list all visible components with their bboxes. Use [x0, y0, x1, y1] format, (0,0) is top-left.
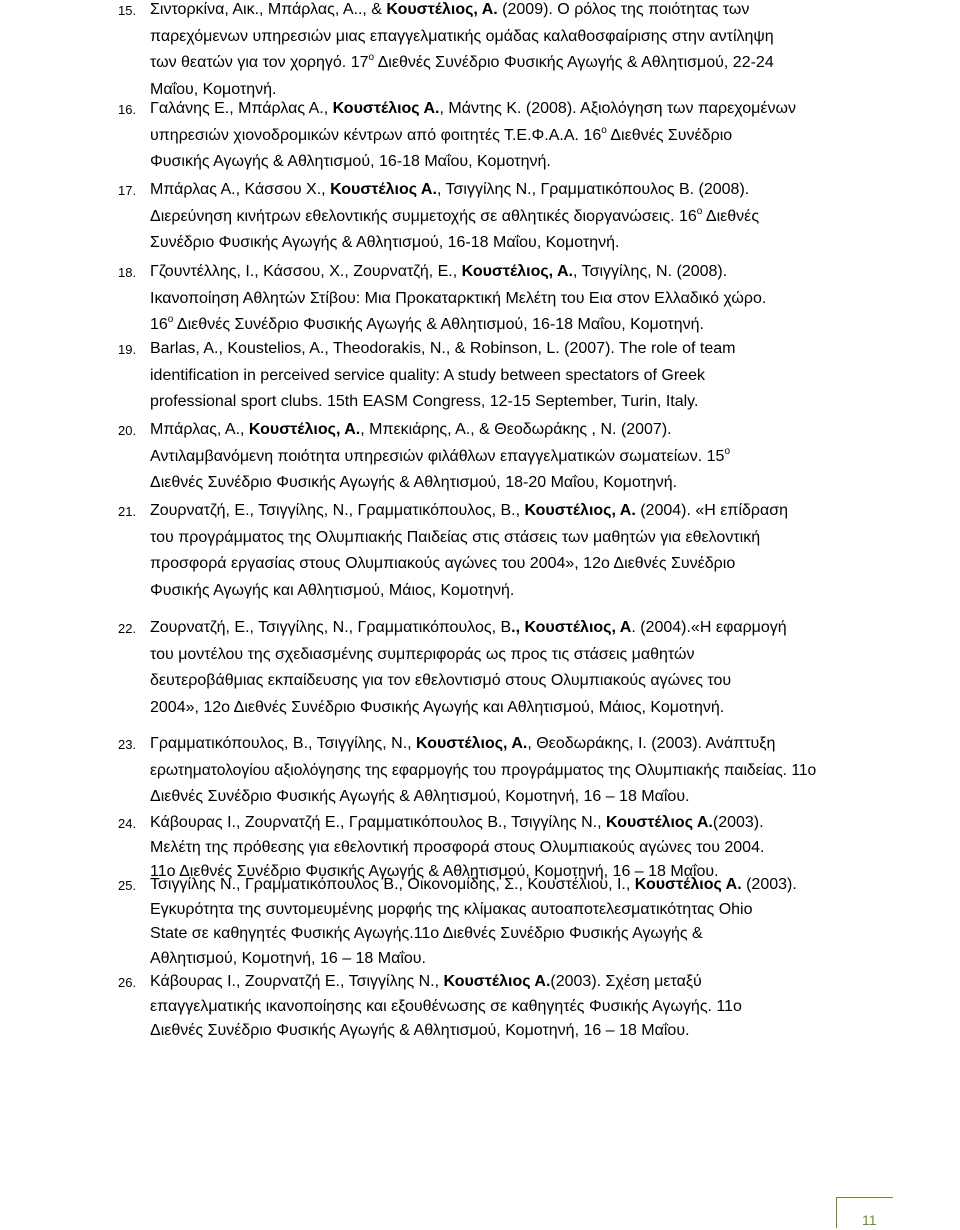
- reference-text: Barlas, A., Koustelios, A., Theodorakis, N., & Robinson, L. (2007). The role of team: [150, 340, 736, 357]
- reference-line: [150, 445, 730, 465]
- reference-line: [150, 620, 787, 636]
- author-bold: Κουστέλιος, Α.: [524, 502, 636, 519]
- ordinal-superscript: ο: [724, 445, 730, 457]
- reference-line: [150, 840, 764, 856]
- reference-text: Ζουρνατζή, Ε., Τσιγγίλης, Ν., Γραμματικόπουλος, Β: [150, 619, 512, 636]
- reference-line: [150, 154, 551, 170]
- reference-text: Αθλητισμού, Κομοτηνή, 16 – 18 Μαΐου.: [150, 949, 426, 967]
- reference-line: [150, 29, 774, 45]
- reference-text: , Μάντης Κ. (2008). Αξιολόγηση των παρεχομένων: [439, 100, 796, 117]
- reference-text: Διεθνές: [702, 207, 760, 225]
- author-bold: Κουστέλιος, Α.: [416, 735, 528, 752]
- reference-text: ερωτηματολογίου αξιολόγησης της εφαρμογής του προγράμματος της Ολυμπιακής παιδείας. 11ο: [150, 761, 817, 779]
- reference-line: [150, 341, 736, 357]
- reference-number: 20.: [118, 423, 137, 438]
- reference-text: δευτεροβάθμιας εκπαίδευσης για τον εθελοντισμό στους Ολυμπιακούς αγώνες του: [150, 672, 732, 689]
- reference-text: των θεατών για τον χορηγό. 17: [150, 54, 369, 71]
- reference-line: [150, 503, 788, 519]
- author-bold: Κουστέλιος Α.: [606, 814, 713, 831]
- reference-text: identification in perceived service quality: A study between spectators of Greek: [150, 366, 705, 384]
- reference-text: Διεθνές Συνέδριο Φυσικής Αγωγής & Αθλητισμού, 16-18 Μαΐου, Κομοτηνή.: [173, 316, 704, 333]
- reference-line: [150, 926, 703, 942]
- reference-number: 17.: [118, 183, 137, 198]
- reference-line: [150, 736, 775, 752]
- reference-text: Διερεύνηση κινήτρων εθελοντικής συμμετοχής σε αθλητικές διοργανώσεις. 16: [150, 207, 697, 225]
- reference-text: Διεθνές Συνέδριο Φυσικής Αγωγής & Αθλητισμού, Κομοτηνή, 16 – 18 Μαΐου.: [150, 1022, 690, 1039]
- reference-line: [150, 264, 727, 280]
- reference-text: (2003).: [741, 876, 797, 893]
- reference-text: (2004). «Η επίδραση: [635, 502, 789, 519]
- reference-line: [150, 1023, 690, 1039]
- reference-text: Μπάρλας Α., Κάσσου Χ.,: [150, 181, 331, 198]
- reference-line: [150, 974, 702, 990]
- reference-text: . (2004).«Η εφαρμογή: [631, 619, 787, 636]
- reference-text: Τσιγγίλης Ν., Γραμματικόπουλος Β., Οικονομίδης, Σ., Κουστέλιου, Ι.,: [150, 876, 635, 893]
- reference-number: 25.: [118, 878, 137, 893]
- reference-number: 22.: [118, 621, 137, 636]
- reference-text: (2003).: [712, 814, 764, 831]
- reference-line: [150, 673, 731, 689]
- reference-line: [150, 124, 733, 144]
- reference-text: Διεθνές Συνέδριο Φυσικής Αγωγής & Αθλητισμού, Κομοτηνή, 16 – 18 Μαΐου.: [150, 788, 690, 805]
- reference-text: , Τσιγγίλης Ν., Γραμματικόπουλος Β. (2008).: [436, 181, 750, 198]
- reference-line: [150, 999, 742, 1015]
- reference-text: επαγγελματικής ικανοποίησης και εξουθένωσης σε καθηγητές Φυσικής Αγωγής. 11ο: [150, 997, 742, 1015]
- reference-text: του προγράμματος της Ολυμπιακής Παιδείας στις στάσεις των μαθητών για εθελοντική: [150, 528, 761, 546]
- reference-line: [150, 82, 277, 98]
- reference-text: , Τσιγγίλης, Ν. (2008).: [572, 263, 728, 280]
- author-bold: Κουστέλιος Α.: [443, 973, 551, 990]
- reference-line: [150, 394, 698, 410]
- reference-text: 16: [150, 316, 168, 333]
- reference-text: Σιντορκίνα, Αικ., Μπάρλας, Α.., &: [150, 1, 387, 18]
- reference-text: Γζουντέλλης, Ι., Κάσσου, Χ., Ζουρνατζή, Ε.,: [150, 263, 462, 280]
- ordinal-superscript: ο: [696, 205, 703, 217]
- reference-number: 24.: [118, 816, 137, 831]
- reference-text: Γαλάνης Ε., Μπάρλας Α.,: [150, 100, 333, 117]
- reference-line: [150, 2, 749, 18]
- reference-text: State σε καθηγητές Φυσικής Αγωγής.11ο Διεθνές Συνέδριο Φυσικής Αγωγής &: [150, 925, 703, 942]
- reference-number: 19.: [118, 342, 137, 357]
- reference-text: Διεθνές Συνέδριο Φυσικής Αγωγής & Αθλητισμού, 22-24: [374, 54, 774, 71]
- reference-line: [150, 368, 705, 384]
- reference-line: [150, 475, 677, 491]
- author-bold: Κουστέλιος Α.: [332, 100, 440, 117]
- reference-text: προσφορά εργασίας στους Ολυμπιακούς αγώνες του 2004», 12ο Διεθνές Συνέδριο: [150, 555, 736, 572]
- reference-text: Κάβουρας Ι., Ζουρνατζή Ε., Τσιγγίλης Ν.,: [150, 973, 444, 990]
- reference-text: Ικανοποίηση Αθλητών Στίβου: Μια Προκαταρκτική Μελέτη του Εια στον Ελλαδικό χώρο.: [150, 289, 767, 307]
- reference-line: [150, 235, 620, 251]
- ordinal-superscript: ο: [167, 314, 174, 325]
- reference-line: [150, 182, 749, 198]
- reference-text: Κάβουρας Ι., Ζουρνατζή Ε., Γραμματικόπουλος Β., Τσιγγίλης Ν.,: [150, 814, 606, 831]
- author-bold: Κουστέλιος Α.: [330, 181, 437, 198]
- reference-text: Φυσικής Αγωγής & Αθλητισμού, 16-18 Μαΐου, Κομοτηνή.: [150, 153, 551, 170]
- reference-line: [150, 314, 704, 333]
- reference-text: Γραμματικόπουλος, Β., Τσιγγίλης, Ν.,: [150, 735, 417, 752]
- reference-line: [150, 205, 760, 225]
- reference-line: [150, 583, 514, 599]
- reference-line: [150, 789, 690, 805]
- reference-text: Μαΐου, Κομοτηνή.: [150, 80, 277, 98]
- reference-line: [150, 52, 774, 71]
- reference-text: Μπάρλας, Α.,: [150, 421, 249, 438]
- reference-line: [150, 556, 735, 572]
- reference-text: (2003). Σχέση μεταξύ: [550, 973, 702, 990]
- page-number: 11: [862, 1212, 877, 1228]
- reference-text: Αντιλαμβανόμενη ποιότητα υπηρεσιών φιλάθλων επαγγελματικών σωματείων. 15: [150, 447, 725, 465]
- reference-line: [150, 902, 752, 918]
- reference-line: [150, 815, 764, 831]
- reference-number: 23.: [118, 737, 137, 752]
- author-bold: ., Κουστέλιος, Α: [511, 619, 632, 636]
- author-bold: Κουστέλιος, Α.: [386, 1, 498, 18]
- reference-line: [150, 101, 796, 117]
- reference-line: [150, 877, 797, 893]
- reference-text: Φυσικής Αγωγής και Αθλητισμού, Μάιος, Κομοτηνή.: [150, 581, 515, 599]
- author-bold: Κουστέλιος, Α.: [461, 263, 573, 280]
- reference-number: 16.: [118, 102, 137, 117]
- reference-number: 18.: [118, 265, 137, 280]
- reference-number: 26.: [118, 975, 137, 990]
- reference-line: [150, 291, 766, 307]
- reference-line: [150, 530, 760, 546]
- reference-number: 21.: [118, 504, 137, 519]
- reference-line: [150, 763, 816, 779]
- reference-line: [150, 700, 724, 716]
- reference-text: , Μπεκιάρης, Α., & Θεοδωράκης , Ν. (2007).: [360, 421, 672, 438]
- reference-text: Διεθνές Συνέδριο Φυσικής Αγωγής & Αθλητισμού, 18-20 Μαΐου, Κομοτηνή.: [150, 474, 678, 491]
- reference-number: 15.: [118, 3, 137, 18]
- reference-line: [150, 951, 426, 967]
- reference-line: [150, 422, 672, 438]
- reference-text: υπηρεσιών χιονοδρομικών κέντρων από φοιτητές Τ.Ε.Φ.Α.Α. 16: [150, 126, 602, 144]
- reference-text: Συνέδριο Φυσικής Αγωγής & Αθλητισμού, 16-18 Μαΐου, Κομοτηνή.: [150, 234, 620, 251]
- reference-text: , Θεοδωράκης, Ι. (2003). Ανάπτυξη: [527, 735, 776, 752]
- reference-text: 2004», 12ο Διεθνές Συνέδριο Φυσικής Αγωγής και Αθλητισμού, Μάιος, Κομοτηνή.: [150, 698, 725, 716]
- reference-text: 11ο Διεθνές Συνέδριο Φυσικής Αγωγής & Αθλητισμού, Κομοτηνή, 16 – 18 Μαΐου.: [150, 863, 719, 880]
- ordinal-superscript: ο: [368, 52, 375, 63]
- reference-text: professional sport clubs. 15th EASM Congress, 12-15 September, Turin, Italy.: [150, 393, 699, 410]
- reference-text: Εγκυρότητα της συντομευμένης μορφής της κλίμακας αυτοαποτελεσματικότητας Ohio: [150, 900, 753, 918]
- author-bold: Κουστέλιος, Α.: [248, 421, 361, 438]
- reference-text: παρεχόμενων υπηρεσιών μιας επαγγελματικής ομάδας καλαθοσφαίρισης στην αντίληψη: [150, 27, 774, 45]
- author-bold: Κουστέλιος Α.: [634, 876, 742, 893]
- reference-text: Διεθνές Συνέδριο: [606, 126, 733, 144]
- ordinal-superscript: ο: [601, 124, 607, 136]
- reference-text: Μελέτη της πρόθεσης για εθελοντική προσφορά στους Ολυμπιακούς αγώνες του 2004.: [150, 838, 765, 856]
- reference-line: [150, 647, 695, 663]
- reference-text: (2009). Ο ρόλος της ποιότητας των: [497, 1, 750, 18]
- reference-text: του μοντέλου της σχεδιασμένης συμπεριφοράς ως προς τις στάσεις μαθητών: [150, 645, 695, 663]
- reference-text: Ζουρνατζή, Ε., Τσιγγίλης, Ν., Γραμματικόπουλος, Β.,: [150, 502, 525, 519]
